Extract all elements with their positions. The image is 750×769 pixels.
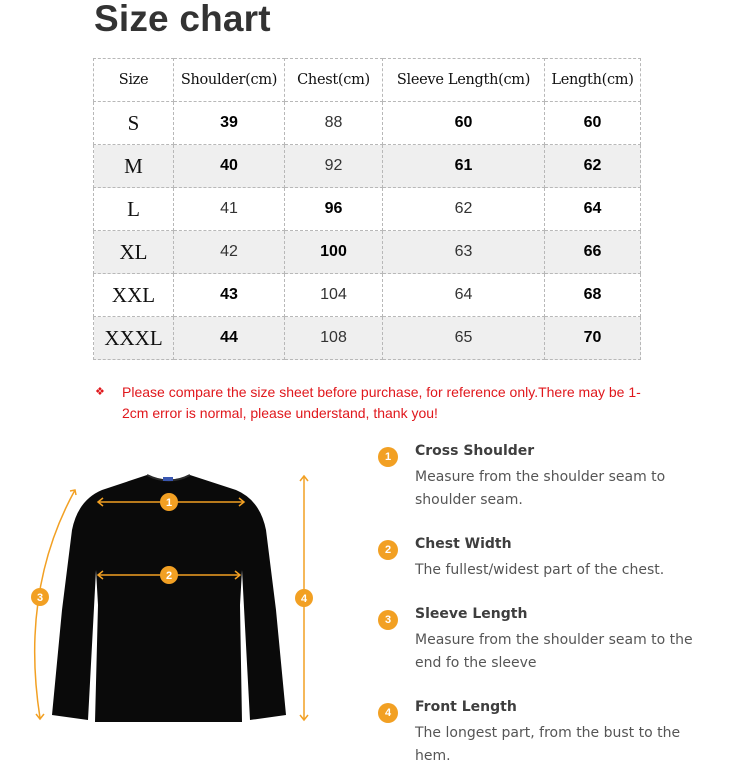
svg-text:3: 3 xyxy=(36,592,44,604)
header-chest: Chest(cm) xyxy=(285,59,383,102)
number-4-icon: 4 xyxy=(378,703,398,723)
length-cell: 60 xyxy=(545,102,641,145)
page-title: Size chart xyxy=(94,0,271,39)
size-cell: XXL xyxy=(94,274,174,317)
legend-description: Measure from the shoulder seam to the end fo the sleeve xyxy=(415,632,693,671)
sleeve-cell: 65 xyxy=(383,317,545,360)
size-cell: XL xyxy=(94,231,174,274)
marker-4-icon xyxy=(295,589,313,607)
svg-text:4: 4 xyxy=(300,593,308,605)
length-cell: 68 xyxy=(545,274,641,317)
legend-description: Measure from the shoulder seam to shoulder seam. xyxy=(415,469,666,508)
number-3-icon: 3 xyxy=(378,610,398,630)
number-1-icon: 1 xyxy=(378,447,398,467)
legend-description: The longest part, from the bust to the hem. xyxy=(415,725,681,764)
shoulder-cell: 41 xyxy=(174,188,285,231)
number-2-icon: 2 xyxy=(378,540,398,560)
size-cell: S xyxy=(94,102,174,145)
table-row xyxy=(94,188,641,231)
header-shoulder: Shoulder(cm) xyxy=(174,59,285,102)
marker-3-icon xyxy=(31,588,49,606)
shoulder-cell: 44 xyxy=(174,317,285,360)
table-row xyxy=(94,231,641,274)
header-length: Length(cm) xyxy=(545,59,641,102)
sleeve-cell: 64 xyxy=(383,274,545,317)
table-row xyxy=(94,317,641,360)
header-sleeve-length: Sleeve Length(cm) xyxy=(383,59,545,102)
legend-title: Cross Shoulder xyxy=(415,443,535,459)
table-row xyxy=(94,102,641,145)
chest-cell: 104 xyxy=(285,274,383,317)
disclaimer-text: Please compare the size sheet before purchase, for reference only.There may be 1-2cm error is normal, please understand, thank you! xyxy=(122,384,641,421)
chest-cell: 96 xyxy=(285,188,383,231)
shoulder-cell: 43 xyxy=(174,274,285,317)
length-cell: 70 xyxy=(545,317,641,360)
chest-cell: 88 xyxy=(285,102,383,145)
chest-cell: 100 xyxy=(285,231,383,274)
chest-cell: 92 xyxy=(285,145,383,188)
shoulder-cell: 42 xyxy=(174,231,285,274)
legend-title: Front Length xyxy=(415,699,517,715)
sleeve-cell: 60 xyxy=(383,102,545,145)
legend-title: Chest Width xyxy=(415,536,512,552)
size-cell: L xyxy=(94,188,174,231)
diamond-bullet-icon: ❖ xyxy=(95,386,105,398)
legend-description: The fullest/widest part of the chest. xyxy=(415,562,665,578)
table-row xyxy=(94,145,641,188)
length-cell: 62 xyxy=(545,145,641,188)
legend-title: Sleeve Length xyxy=(415,606,528,622)
shoulder-cell: 39 xyxy=(174,102,285,145)
table-header-row xyxy=(94,59,641,102)
measurement-diagram xyxy=(0,430,340,769)
shirt-image xyxy=(52,475,286,722)
size-table xyxy=(93,58,641,360)
length-cell: 66 xyxy=(545,231,641,274)
shirt-label xyxy=(163,477,173,481)
shoulder-cell: 40 xyxy=(174,145,285,188)
length-cell: 64 xyxy=(545,188,641,231)
marker-2-icon xyxy=(160,566,178,584)
chest-cell: 108 xyxy=(285,317,383,360)
sleeve-cell: 63 xyxy=(383,231,545,274)
marker-1-icon xyxy=(160,493,178,511)
sleeve-cell: 62 xyxy=(383,188,545,231)
size-cell: M xyxy=(94,145,174,188)
sleeve-cell: 61 xyxy=(383,145,545,188)
size-cell: XXXL xyxy=(94,317,174,360)
header-size: Size xyxy=(94,59,174,102)
svg-text:2: 2 xyxy=(165,570,173,582)
svg-text:1: 1 xyxy=(165,497,173,509)
table-row xyxy=(94,274,641,317)
